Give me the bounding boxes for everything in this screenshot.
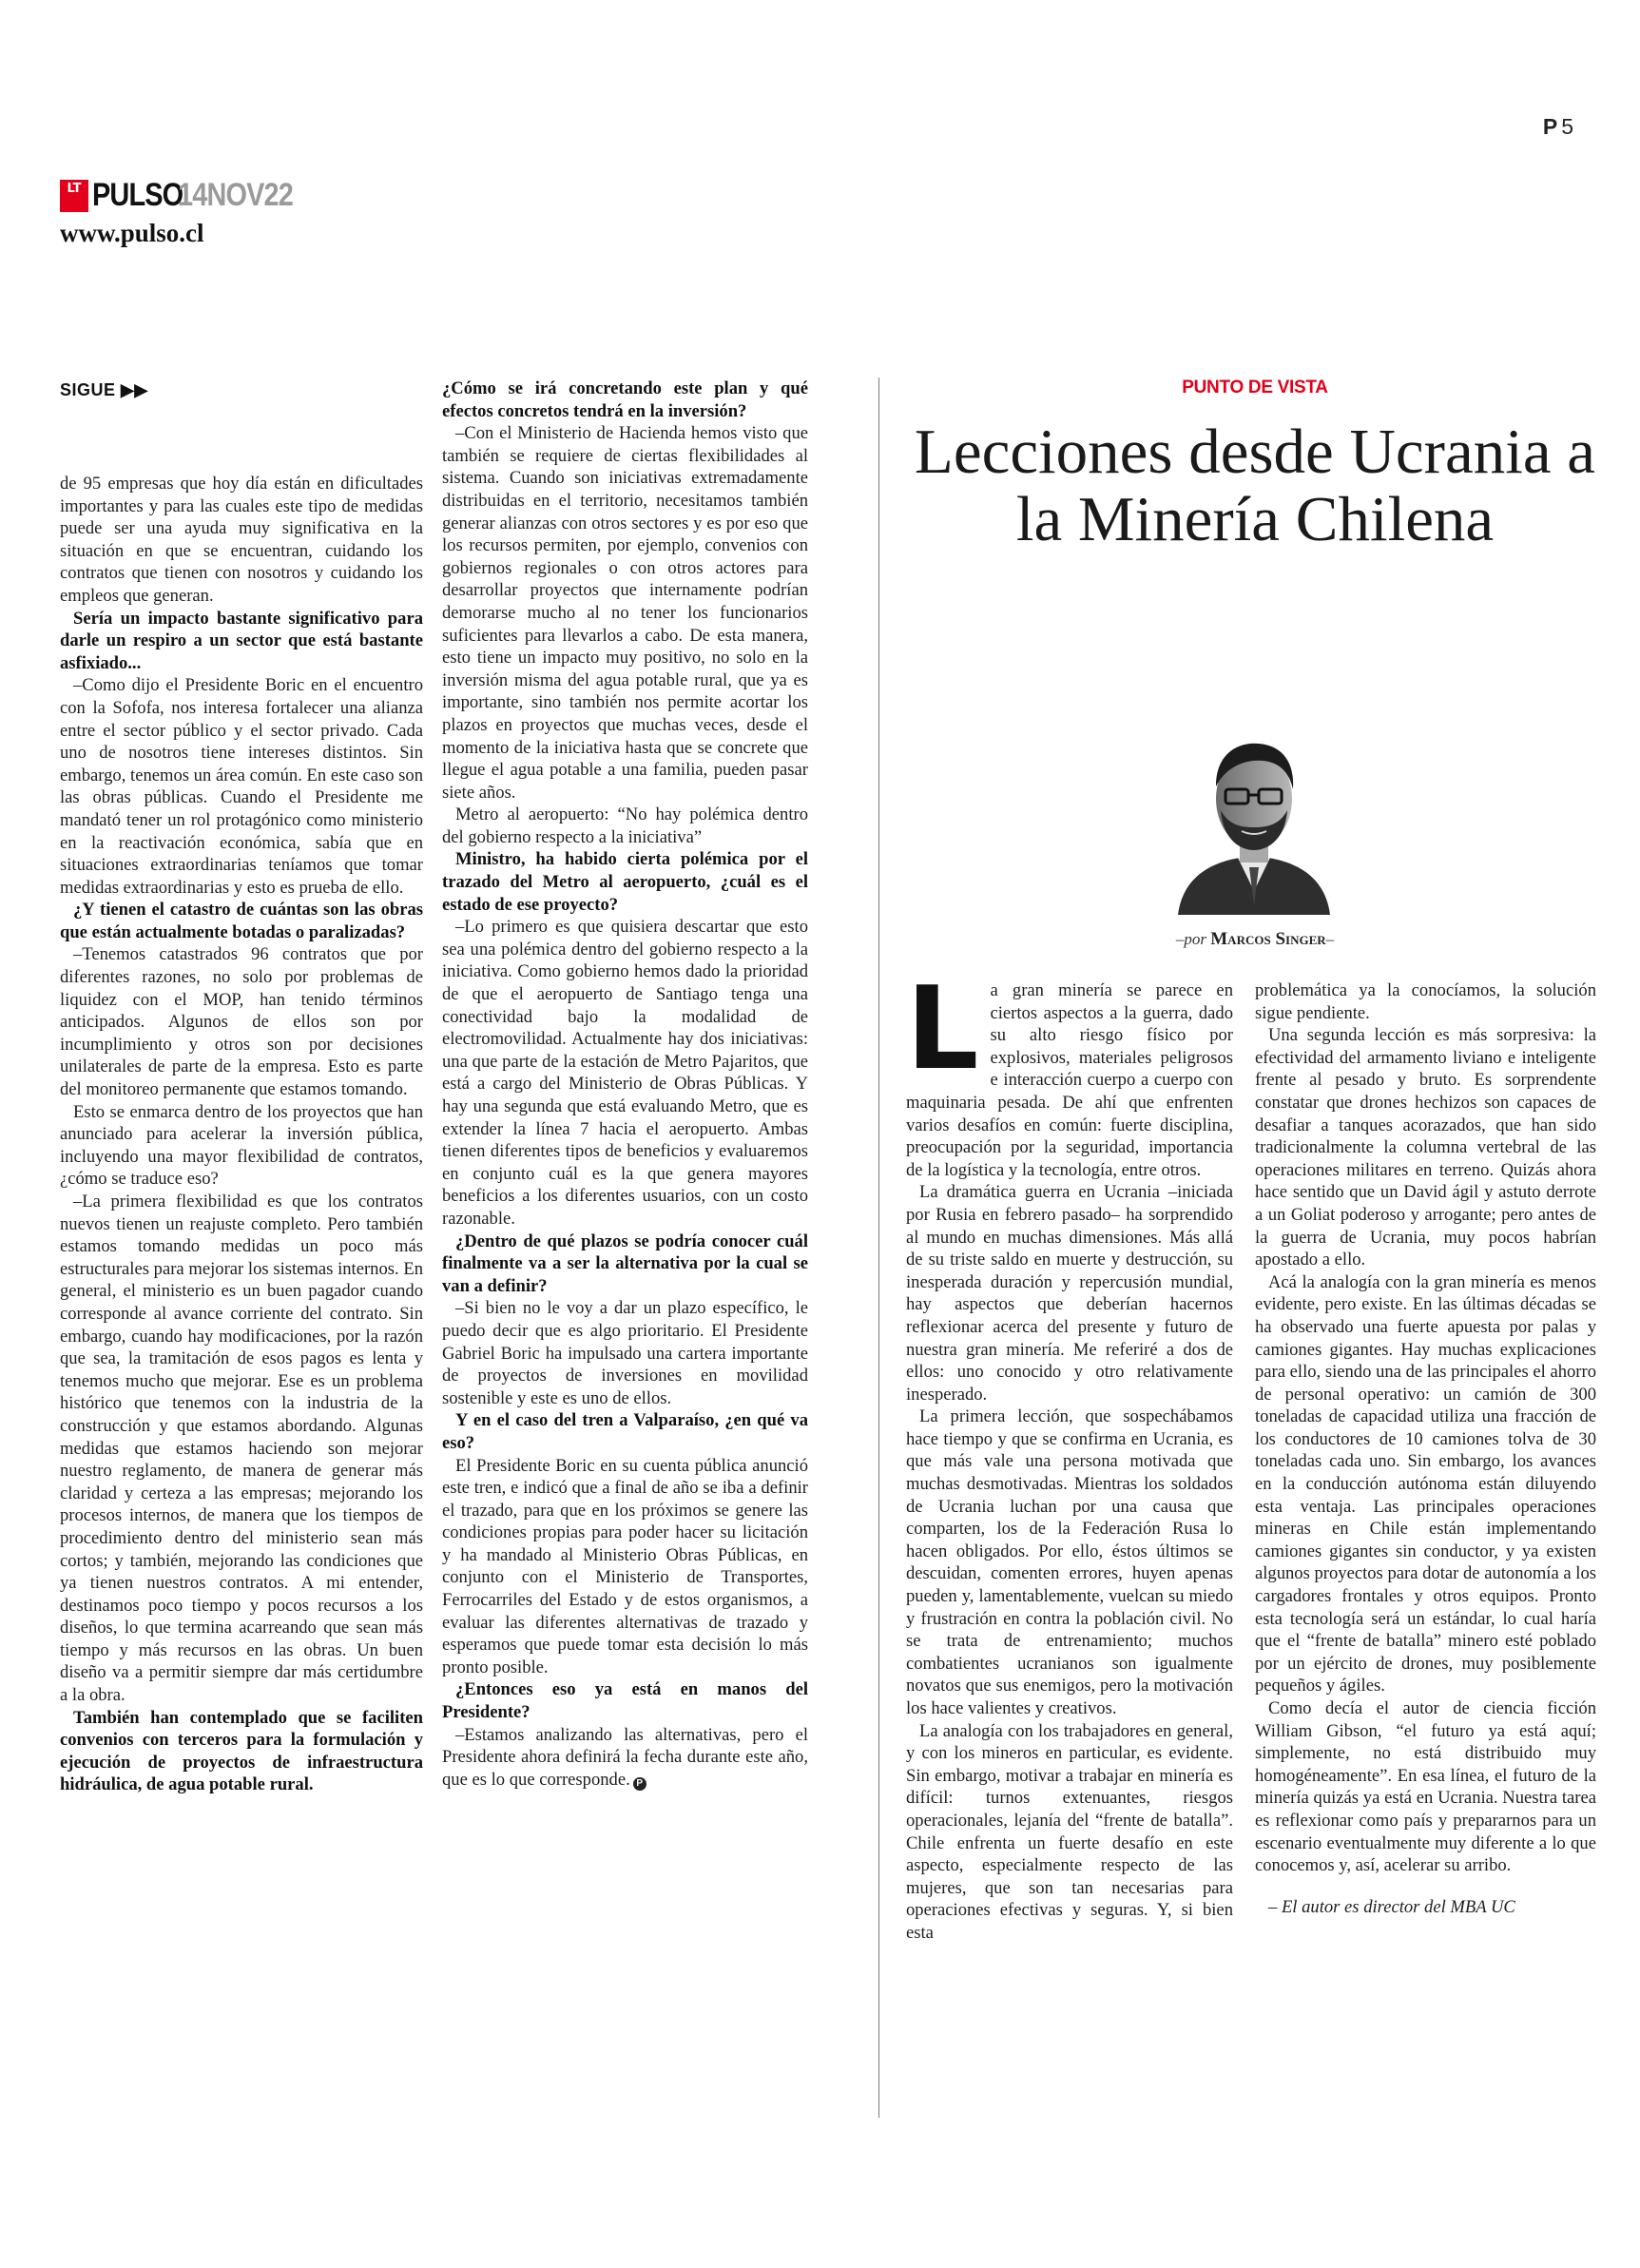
paragraph-text: –Estamos analizando las alternativas, pero el Presidente ahora definirá la fecha durante este año, que es lo que corresponde. [442, 1724, 808, 1790]
interview-question [60, 899, 423, 943]
paragraph-text: –Como dijo el Presidente Boric en el encuentro con la Sofofa, nos interesa fortalecer una alianza entre el sector público y el sector privado. Cada uno de nosotros tiene intereses distintos. Sin embargo, tenemos un área común. En este caso son las obras públicas. Cuando el Presidente me mandató tener un rol protagónico como ministerio en la reactivación económica, sabía que en situaciones extraordinarias teníamos que tomar medidas extraordinarias y esto es prueba de ello. [60, 675, 423, 898]
paragraph [1255, 1697, 1596, 1877]
interview-column-1 [60, 473, 423, 1796]
paragraph-text: –La primera flexibilidad es que los contratos nuevos tienen un reajuste completo. Pero también estamos tomando medidas un poco más estructurales para mejorar los sistemas internos. En general, el ministerio es un buen pagador cuando corresponde al avance corriente del contrato. Sin embargo, cuando hay modificaciones, por la razón que sea, la tramitación de esos pagos es lenta y tenemos mucho que mejorar. Ese es un problema histórico que tenemos con la industria de la construcción y que estamos abordando. Algunas medidas que estamos haciendo son mejorar nuestro reglamento, de manera de generar más claridad y certeza a las empresas; mejorando los procesos internos, de manera que los tiempos de procedimiento dentro del ministerio sean más cortos; y también, mejorando las condiciones que ya tienen nuestros contratos. A mi entender, destinamos poco tiempo y pocos recursos a los diseños, lo que termina acarreando que sean más tiempo y más recursos en las obras. Un buen diseño va a permitir siempre dar más certidumbre a la obra. [60, 1192, 423, 1706]
paragraph-text: También han contemplado que se faciliten convenios con terceros para la formulación y ejecución de proyectos de infraestructura hidráulica, de agua potable rural. [60, 1707, 423, 1795]
column-divider [878, 378, 879, 2118]
byline-suffix: – [1325, 930, 1335, 948]
interview-question [442, 1409, 808, 1454]
paragraph-text: a gran minería se parece en ciertos aspectos a la guerra, dado su alto riesgo físico por explosivos, materiales peligrosos e interacción cuerpo a cuerpo con maquinaria pesada. De ahí que enfrenten varios desafíos en común: fuerte disciplina, preocupación por la seguridad, importancia de la logística y la tecnología, entre otros. [906, 980, 1233, 1180]
interview-question [442, 1678, 808, 1723]
paragraph [906, 963, 1233, 1181]
interview-question [442, 848, 808, 916]
paragraph [60, 943, 423, 1100]
continue-label [60, 380, 148, 400]
continue-arrows-icon: ▶▶ [121, 380, 148, 399]
paragraph [1255, 979, 1596, 1024]
paragraph-text: Metro al aeropuerto: “No hay polémica dentro del gobierno respecto a la iniciativa” [442, 804, 808, 847]
paragraph-text: Una segunda lección es más sorpresiva: la efectividad del armamento liviano e inteligente frente al pesado y bruto. Es sorprendente constatar que drones hechizos son capaces de desafiar a tanques acorazados, que han sido tradicionalmente la columna vertebral de las operaciones militares en terreno. Quizás ahora hace sentido que un David ágil y astuto derrote a un Goliat poderoso y arrogante; pero antes de la guerra de Ucrania, muy pocos habrían apostado a ello. [1255, 1025, 1596, 1270]
paragraph [442, 804, 808, 848]
author-note: – El autor es director del MBA UC [1268, 1896, 1515, 1917]
drop-cap: L [906, 963, 979, 1095]
byline [903, 929, 1607, 950]
interview-question [442, 1231, 808, 1298]
paragraph-text: –Con el Ministerio de Hacienda hemos visto que también se requiere de ciertas flexibilidades al sistema. Cuando son iniciativas extremadamente distribuidas en el territorio, necesitamos también generar alianzas con otros sectores y es por eso que los recursos permiten, por ejemplo, convenios con gobiernos regionales o con otros actores para desarrollar proyectos que internamente podrían demorarse mucho al no tener los funcionarios suficientes para llevarlos a cabo. De esta manera, esto tiene un impacto muy positivo, no solo en la inversión misma del agua potable rural, que ya es importante, sino también nos permite acortar los plazos en proyectos que muchas veces, desde el momento de la iniciativa hasta que se concrete que llegue el agua potable a una familia, pueden pasar siete años. [442, 423, 808, 803]
paragraph-text: El Presidente Boric en su cuenta pública anunció este tren, e indicó que a final de año se iba a definir el trazado, para que en los próximos se genere las condiciones propias para poder hacer su licitación y ha mandado al Ministerio Obras Públicas, en conjunto con el Ministerio de Transportes, Ferrocarriles del Estado y de estos organismos, a evaluar las diferentes alternativas de trazado y esperamos que puede tomar esta decisión lo más pronto posible. [442, 1455, 808, 1677]
lt-logo [60, 180, 88, 212]
paragraph-text: ¿Entonces eso ya está en manos del Presidente? [442, 1679, 808, 1723]
end-mark-icon: P [633, 1777, 646, 1791]
paragraph-text: ¿Cómo se irá concretando este plan y qué efectos concretos tendrá en la inversión? [442, 378, 808, 421]
paragraph [1255, 1271, 1596, 1697]
paragraph [906, 1181, 1233, 1405]
paragraph-text: Y en el caso del tren a Valparaíso, ¿en qué va eso? [442, 1410, 808, 1453]
paragraph [60, 674, 423, 899]
interview-question [60, 608, 423, 675]
paragraph [906, 1720, 1233, 1945]
author-name: Marcos Singer [1210, 929, 1326, 949]
paragraph [60, 1101, 423, 1191]
paragraph-text: Como decía el autor de ciencia ficción William Gibson, “el futuro ya está aquí; simplemente, no está distribuido muy homogéneamente”. En esa línea, el futuro de la minería quizás ya está en Ucrania. Nuestra tarea es reflexionar como país y prepararnos para un escenario eventualmente muy diferente a lo que conocemos y, así, acelerar su arribo. [1255, 1698, 1596, 1876]
byline-prefix: –por [1175, 930, 1206, 948]
interview-question [442, 378, 808, 422]
section-kicker: PUNTO DE VISTA [1182, 378, 1328, 397]
author-portrait [1173, 725, 1335, 915]
opinion-column-1 [906, 963, 1233, 1945]
paragraph [442, 422, 808, 804]
paragraph [442, 1455, 808, 1679]
paragraph-text: Acá la analogía con la gran minería es menos evidente, pero existe. En las últimas décadas se ha observado una fuerte apuesta por palas y camiones gigantes. Hay muchas explicaciones para ello, siendo una de las principales el ahorro de personal operativo: un camión de 300 toneladas de capacidad utiliza una fracción de los conductores de 10 camiones tolva de 30 toneladas cada uno. Sin embargo, los avances en la conducción autónoma están diluyendo esta ventaja. Las principales operaciones mineras en Chile están implementando camiones gigantes sin conductor, y ya existen algunos proyectos para dotar de autonomía a los cargadores frontales y otros equipos. Pronto esta tecnología será un estándar, lo cual haría que el “frente de batalla” minero esté poblado por un ejército de drones, muy posiblemente pequeños y ágiles. [1255, 1271, 1596, 1696]
paragraph [442, 1724, 808, 1792]
opinion-column-2 [1255, 979, 1596, 1918]
interview-column-2 [442, 378, 808, 1791]
site-url[interactable]: www.pulso.cl [60, 219, 204, 247]
lt-logo-text: LT [67, 181, 82, 196]
paragraph-text: ¿Dentro de qué plazos se podría conocer cuál finalmente va a ser la alternativa por la cual se van a definir? [442, 1231, 808, 1296]
paragraph-text: La dramática guerra en Ucrania –iniciada por Rusia en febrero pasado– ha sorprendido al mundo en muchas dimensiones. Más allá de su triste saldo en muerte y destrucción, su inesperada duración y repercusión mundial, hay aspectos que deberían hacernos reflexionar acerca del presente y futuro de nuestra gran minería. Me referiré a dos de ellos: uno conocido y otro relativamente inesperado. [906, 1182, 1233, 1405]
page-letter: P [1542, 114, 1558, 139]
paragraph-text: Sería un impacto bastante significativo para darle un respiro a un sector que está bastante asfixiado... [60, 608, 423, 673]
paragraph-text: Esto se enmarca dentro de los proyectos que han anunciado para acelerar la inversión pública, incluyendo una mayor flexibilidad de contratos, ¿cómo se traduce eso? [60, 1101, 423, 1190]
paragraph-text: La primera lección, que sospechábamos hace tiempo y que se confirma en Ucrania, es que más vale una persona motivada que muchas desmotivadas. Mientras los soldados de Ucrania luchan por una causa que comparten, los de la Federación Rusa lo hacen obligados. Por ello, éstos últimos se descuidan, comenten errores, huyen apenas pueden y, lamentablemente, vuelcan su miedo y frustración en contra la población civil. No se trata de entrenamiento; muchos combatientes ucranianos son igualmente novatos que sus enemigos, pero la motivación los hace valientes y creativos. [906, 1406, 1233, 1718]
paragraph-text: problemática ya la conocíamos, la solución sigue pendiente. [1255, 980, 1596, 1023]
paragraph-text: de 95 empresas que hoy día están en dificultades importantes y para las cuales este tipo de medidas puede ser una ayuda muy significativa en la situación en que se encuentran, cuidando los contratos que tienen con nosotros y cuidando los empleos que generan. [60, 474, 423, 606]
headline: Lecciones desde Ucrania a la Minería Chilena [914, 417, 1596, 554]
brand-name: PULSO [92, 177, 183, 213]
continue-text: SIGUE [60, 380, 116, 399]
paragraph-text: –Tenemos catastrados 96 contratos que por diferentes razones, no solo por problemas de liquidez con el MOP, han tenido términos anticipados. Algunos de ellos son por incumplimiento y otros son por decisiones unilaterales de parte de la empresa. Esto es parte del monitoreo permanente que estamos tomando. [60, 944, 423, 1100]
edition-date: 14NOV22 [178, 177, 294, 213]
paragraph-text: La analogía con los trabajadores en general, y con los mineros en particular, es evidente. Sin embargo, motivar a trabajar en minería es difícil: turnos extenuantes, riesgos operacionales, lejanía del “frente de batalla”. Chile enfrenta un fuerte desafío en este aspecto, especialmente respecto de las mujeres, que son tan necesarias para operaciones efectivas y seguras. Y, si bien esta [906, 1720, 1233, 1943]
paragraph [906, 1405, 1233, 1719]
paragraph [442, 916, 808, 1230]
page-number [1543, 114, 1573, 140]
interview-question [60, 1707, 423, 1796]
paragraph-text: –Lo primero es que quisiera descartar que esto sea una polémica dentro del gobierno respecto a la iniciativa. Como gobierno hemos dado la prioridad de que el aeropuerto de Santiago tenga una conectividad bajo la modalidad de electromovilidad. Actualmente hay dos iniciativas: una que parte de la estación de Metro Pajaritos, que está a cargo del Ministerio de Obras Públicas. Y hay una segunda que está evaluando Metro, que es extender la línea 7 hacia el aeropuerto. Ambas tienen diferentes tipos de beneficios y evaluaremos en conjunto cuál es la que genera mayores beneficios a los diferentes usuarios, con un costo razonable. [442, 917, 808, 1229]
paragraph-text: –Si bien no le voy a dar un plazo específico, le puedo decir que es algo prioritario. El Presidente Gabriel Boric ha impulsado una cartera importante de proyectos de inversiones en movilidad sostenible y este es uno de ellos. [442, 1298, 808, 1408]
paragraph-text: Ministro, ha habido cierta polémica por el trazado del Metro al aeropuerto, ¿cuál es el estado de ese proyecto? [442, 849, 808, 915]
page-number-value: 5 [1561, 114, 1573, 139]
paragraph [442, 1297, 808, 1409]
paragraph [60, 473, 423, 608]
paragraph [1255, 1024, 1596, 1271]
paragraph [60, 1191, 423, 1707]
paragraph-text: ¿Y tienen el catastro de cuántas son las obras que están actualmente botadas o paralizadas? [60, 900, 423, 942]
masthead [60, 177, 313, 214]
